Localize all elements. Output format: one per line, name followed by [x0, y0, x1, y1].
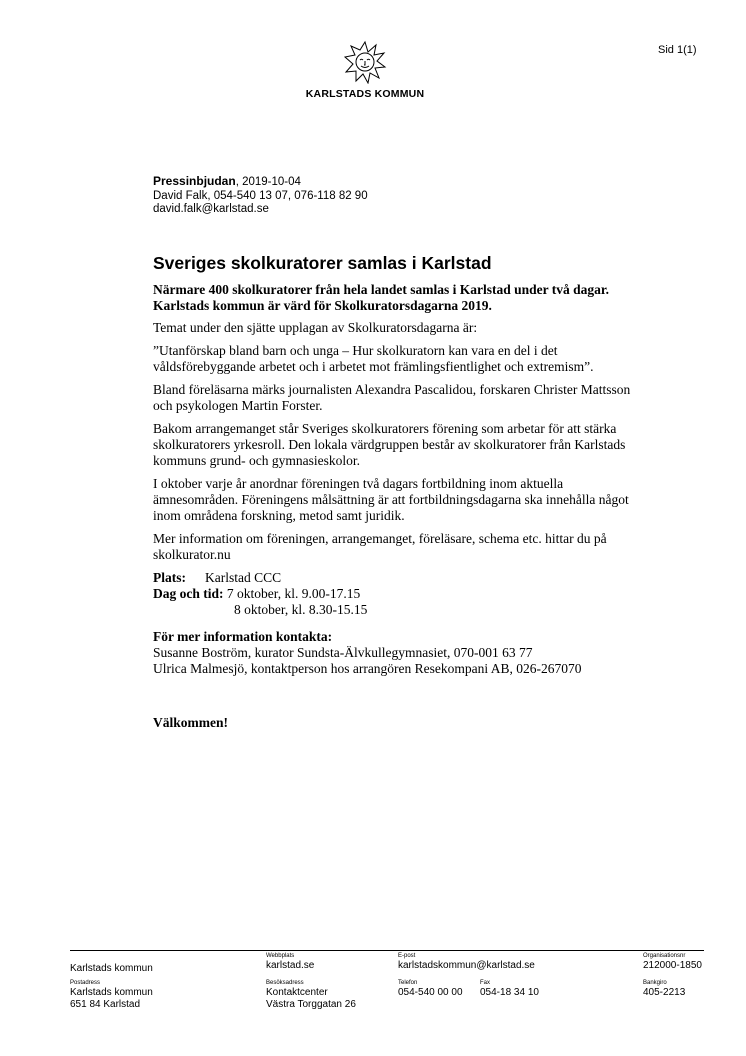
date-row	[153, 586, 633, 602]
footer-org-block	[643, 953, 702, 972]
contact-block	[153, 175, 368, 217]
article	[153, 252, 633, 731]
paragraph-october: I oktober varje år anordnar föreningen två dagars fortbildning inom aktuella ämnesområden. Föreningens målsättning är att fortbildningsdagarna ska innehålla något inom områdena forskning, metod samt juridik.	[153, 476, 629, 523]
welcome-text: Välkommen!	[153, 715, 228, 730]
footer-phone-label: Telefon	[398, 980, 418, 986]
date-label: Dag och tid:	[153, 586, 224, 601]
footer-name-block	[70, 956, 153, 975]
date-value-2: 8 oktober, kl. 8.30-15.15	[234, 602, 368, 617]
paragraph-organizer: Bakom arrangemanget står Sveriges skolkuratorers förening som arbetar för att stärka skolkuratorers yrkesroll. Den lokala värdgruppen består av skolkuratorer från Karlstads kommuns grund- och gymnasieskolor.	[153, 421, 626, 468]
footer-bank-value: 405-2213	[643, 987, 686, 998]
footer-phone-value: 054-540 00 00	[398, 987, 463, 998]
footer-fax-value: 054-18 34 10	[480, 987, 539, 998]
footer-org-value: 212000-1850	[643, 960, 702, 971]
footer-fax-label: Fax	[480, 980, 491, 986]
footer-phone-block	[398, 980, 463, 999]
press-date: , 2019-10-04	[235, 176, 301, 188]
footer-fax-block	[480, 980, 539, 999]
footer-org-label: Organisationsnr	[643, 953, 686, 959]
footer-web-label: Webbplats	[266, 953, 295, 959]
footer-name: Karlstads kommun	[70, 963, 153, 974]
lead-paragraph: Närmare 400 skolkuratorer från hela landet samlas i Karlstad under två dagar. Karlstads kommun är värd för Skolkuratorsdagarna 2019.	[153, 282, 610, 313]
more-info-title: För mer information kontakta:	[153, 629, 333, 644]
footer-visit-label: Besöksadress	[266, 980, 304, 986]
headline: Sveriges skolkuratorer samlas i Karlstad	[153, 253, 492, 273]
footer-visit-block	[266, 980, 356, 1010]
paragraph-speakers: Bland föreläsarna märks journalisten Alexandra Pascalidou, forskaren Christer Mattsson och psykologen Martin Forster.	[153, 382, 631, 413]
footer-bank-label: Bankgiro	[643, 980, 667, 986]
footer-email-block	[398, 953, 535, 972]
footer-email-label: E-post	[398, 953, 416, 959]
more-info-contact-1: Susanne Boström, kurator Sundsta-Älvkullegymnasiet, 070-001 63 77	[153, 645, 533, 660]
press-type: Pressinbjudan	[153, 174, 236, 188]
place-value: Karlstad CCC	[205, 570, 282, 585]
place-label: Plats:	[153, 570, 186, 585]
footer-web-value: karlstad.se	[266, 960, 315, 971]
paragraph-quote: ”Utanförskap bland barn och unga – Hur skolkuratorn kan vara en del i det våldsförebyggande arbetet och i arbetet mot främlingsfientlighet och extremism”.	[153, 343, 594, 374]
more-info-contact-2: Ulrica Malmesjö, kontaktperson hos arrangören Resekompani AB, 026-267070	[153, 661, 582, 676]
contact-email: david.falk@karlstad.se	[153, 203, 269, 215]
footer-bank-block	[643, 980, 685, 999]
footer-visit-value-2: Västra Torggatan 26	[266, 998, 356, 1010]
place-row	[153, 570, 633, 586]
logo	[296, 40, 434, 100]
sun-logo-icon	[343, 40, 387, 84]
footer-divider	[70, 950, 704, 951]
date-value-1: 7 oktober, kl. 9.00-17.15	[226, 586, 361, 601]
footer-post-value-2: 651 84 Karlstad	[70, 998, 141, 1010]
footer-post-value-1: Karlstads kommun	[70, 987, 153, 998]
logo-text: KARLSTADS KOMMUN	[305, 88, 425, 100]
footer-post-label: Postadress	[70, 980, 101, 986]
page-number: Sid 1(1)	[658, 44, 697, 56]
footer-web-block	[266, 953, 314, 972]
footer-post-block	[70, 980, 153, 1010]
footer-visit-value-1: Kontaktcenter	[266, 987, 328, 998]
paragraph-more-info: Mer information om föreningen, arrangemanget, föreläsare, schema etc. hittar du på skolkurator.nu	[153, 531, 607, 562]
footer-email-value: karlstadskommun@karlstad.se	[398, 960, 535, 971]
contact-person: David Falk, 054-540 13 07, 076-118 82 90	[153, 189, 368, 202]
paragraph-theme: Temat under den sjätte upplagan av Skolkuratorsdagarna är:	[153, 320, 478, 335]
press-line	[153, 175, 368, 190]
